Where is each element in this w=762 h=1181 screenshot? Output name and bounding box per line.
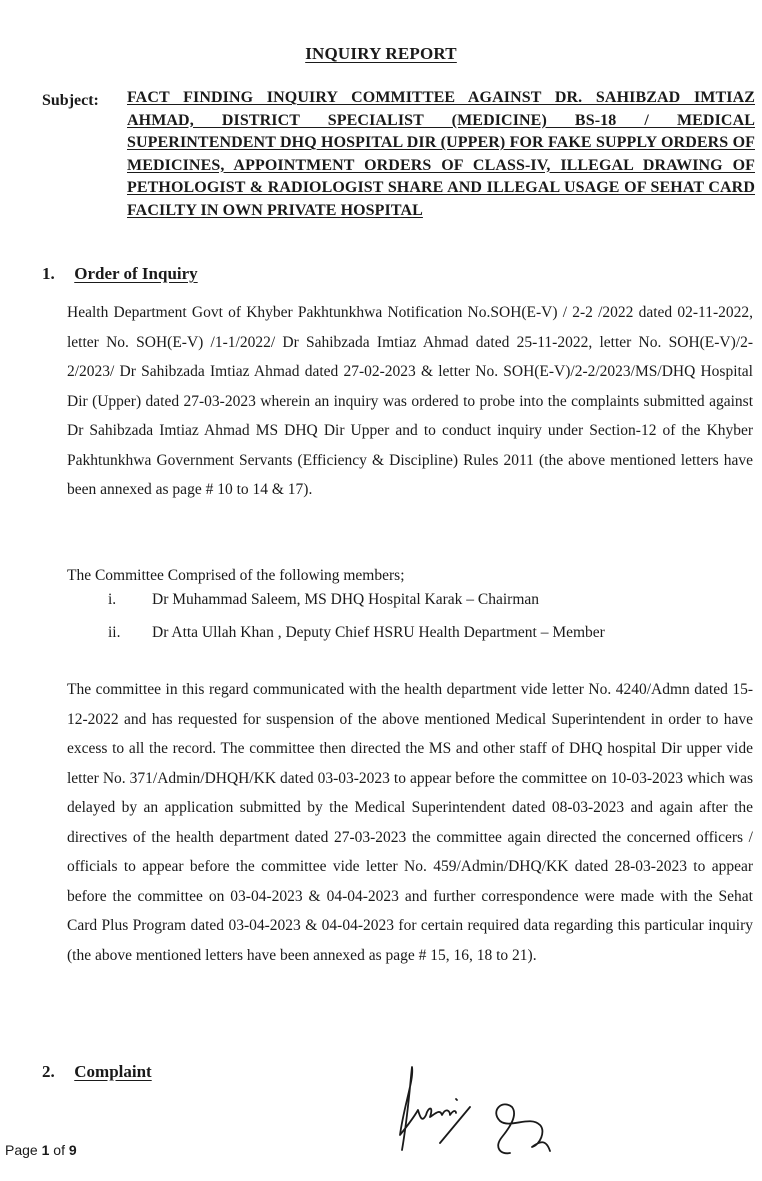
page-number <box>5 1142 77 1158</box>
section-title: Complaint <box>74 1062 152 1081</box>
page-prefix: Page <box>5 1142 42 1158</box>
report-title: INQUIRY REPORT <box>305 44 457 63</box>
member-name: Dr Muhammad Saleem, MS DHQ Hospital Karak – Chairman <box>152 591 540 608</box>
total-pages: 9 <box>68 1142 77 1158</box>
committee-communication-paragraph: The committee in this regard communicated with the health department vide letter No. 4240/Admn dated 15-12-2022 and has requested for suspension of the above mentioned Medical Superintendent in order to have excess to all the record. The committee then directed the MS and other staff of DHQ hospital Dir upper vide letter No. 371/Admin/DHQH/KK dated 03-03-2023 to appear before the committee on 10-03-2023 which was delayed by an application submitted by the Medical Superintendent dated 08-03-2023 and again after the directives of the health department dated 27-03-2023 the committee again directed the concerned officers / officials to appear before the committee vide letter No. 459/Admin/DHQ/KK dated 28-03-2023 to appear before the committee on 03-04-2023 & 04-04-2023 and further correspondence were made with the Sehat Card Plus Program dated 03-04-2023 & 04-04-2023 for certain required data regarding this particular inquiry (the above mentioned letters have been annexed as page # 15, 16, 18 to 21). <box>67 681 753 964</box>
section-heading-complaint <box>42 1062 152 1082</box>
section-title: Order of Inquiry <box>74 264 198 283</box>
signature-icon <box>390 1055 610 1175</box>
committee-member <box>0 624 762 654</box>
member-numeral: ii. <box>108 624 121 641</box>
member-numeral: i. <box>108 591 117 608</box>
section-number: 1. <box>42 264 55 283</box>
member-name: Dr Atta Ullah Khan , Deputy Chief HSRU Health Department – Member <box>152 624 605 641</box>
page-separator: of <box>49 1142 69 1158</box>
subject-text: FACT FINDING INQUIRY COMMITTEE AGAINST DR. SAHIBZAD IMTIAZ AHMAD, DISTRICT SPECIALIST (MEDICINE) BS-18 / MEDICAL SUPERINTENDENT DHQ HOSPITAL DIR (UPPER) FOR FAKE SUPPLY ORDERS OF MEDICINES, APPOINTMENT ORDERS OF CLASS-IV, ILLEGAL DRAWING OF PETHOLOGIST & RADIOLOGIST SHARE AND ILLEGAL USAGE OF SEHAT CARD FACILTY IN OWN PRIVATE HOSPITAL <box>127 89 755 219</box>
section-number: 2. <box>42 1062 55 1081</box>
committee-member <box>0 591 762 621</box>
current-page: 1 <box>41 1142 50 1158</box>
section-heading-order-of-inquiry <box>42 264 198 284</box>
committee-intro: The Committee Comprised of the following members; <box>67 567 405 584</box>
subject-label: Subject: <box>42 92 99 109</box>
order-of-inquiry-paragraph: Health Department Govt of Khyber Pakhtunkhwa Notification No.SOH(E-V) / 2-2 /2022 dated 02-11-2022, letter No. SOH(E-V) /1-1/2022/ Dr Sahibzada Imtiaz Ahmad dated 25-11-2022, letter No. SOH(E-V)/2-2/2023/ Dr Sahibzada Imtiaz Ahmad dated 27-02-2023 & letter No. SOH(E-V)/2-2/2023/MS/DHQ Hospital Dir (Upper) dated 27-03-2023 wherein an inquiry was ordered to probe into the complaints submitted against Dr Sahibzada Imtiaz Ahmad MS DHQ Dir Upper and to conduct inquiry under Section-12 of the Khyber Pakhtunkhwa Government Servants (Efficiency & Discipline) Rules 2011 (the above mentioned letters have been annexed as page # 10 to 14 & 17). <box>67 304 753 498</box>
